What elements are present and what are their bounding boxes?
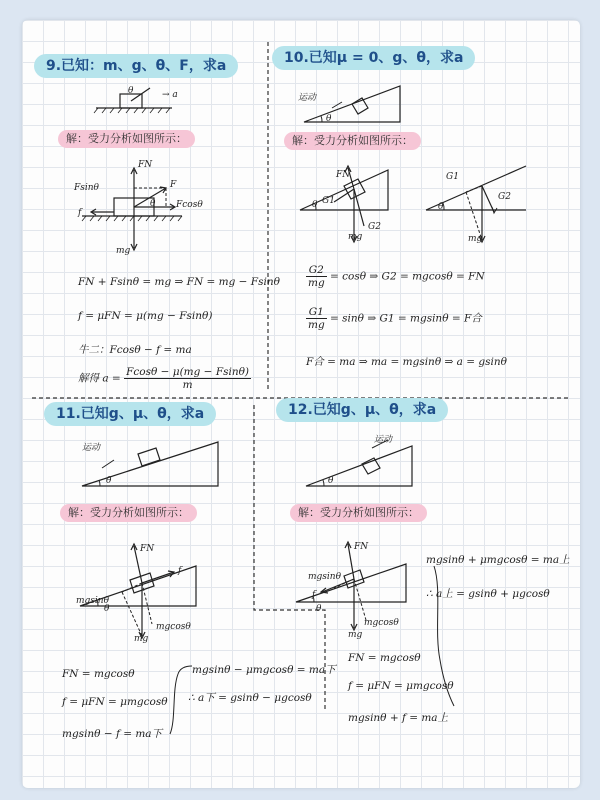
p9-eq-4	[78, 366, 251, 391]
p10-fbd1-angle-label: θ	[312, 200, 318, 210]
problem-11-motion-label: 运动	[82, 443, 101, 453]
p10-eq-1-numerator: G2	[306, 264, 327, 277]
p10-fbd2-angle-label: θ	[438, 202, 444, 212]
p12-mgsin-label: mgsinθ	[308, 572, 342, 582]
p10-eq-2-denominator: mg	[308, 319, 325, 331]
p10-eq-1-rest: = cosθ ⇒ G2 = mgcosθ = FN	[330, 270, 485, 283]
p10-fbd1-mg-label: mg	[348, 232, 363, 242]
p10-eq-1-denominator: mg	[308, 277, 325, 289]
p10-fbd2-g2-label: G2	[498, 192, 511, 202]
p11-eq-2: f = μFN = μmgcosθ	[62, 696, 168, 708]
problem-10-figure	[302, 78, 412, 128]
p12-angle-label: θ	[316, 604, 322, 614]
p12-eq-2: f = μFN = μmgcosθ	[348, 680, 454, 692]
p9-fcos-label: Fcosθ	[176, 200, 203, 210]
problem-9-solution-label: 解：受力分析如图所示：	[58, 130, 195, 148]
p11-angle-label: θ	[104, 604, 110, 614]
p12-fn-label: FN	[354, 542, 369, 552]
p9-angle-label: θ	[150, 199, 156, 209]
problem-9-fig-accel: → a	[162, 90, 178, 100]
p12-eq-3: mgsinθ + f = ma上	[348, 712, 449, 724]
p9-eq-4-denominator: m	[182, 379, 193, 391]
p10-eq-2-fraction	[306, 306, 327, 331]
p9-f-label: F	[170, 180, 177, 190]
p10-eq-2	[306, 306, 482, 331]
p9-eq-4-prefix: 解得 a =	[78, 372, 121, 385]
p10-eq-3: F合 = ma ⇒ ma = mgsinθ ⇒ a = gsinθ	[306, 356, 507, 368]
p12-side-2: ∴ a上 = gsinθ + μgcosθ	[426, 588, 550, 600]
p10-eq-2-numerator: G1	[306, 306, 327, 319]
problem-11-title: 11.已知g、μ、θ，求a	[44, 402, 216, 426]
problem-11-solution-label: 解：受力分析如图所示：	[60, 504, 197, 522]
p9-eq-3: 牛二：Fcosθ − f = ma	[78, 344, 192, 356]
problem-12-solution-label: 解：受力分析如图所示：	[290, 504, 427, 522]
p10-fbd2-g1-label: G1	[446, 172, 459, 182]
problem-12-fig-angle: θ	[328, 476, 334, 486]
p10-eq-2-rest: = sinθ ⇒ G1 = mgsinθ = F合	[330, 312, 482, 325]
problem-9-title: 9.已知：m、g、θ、F，求a	[34, 54, 238, 78]
p9-eq-2: f = μFN = μ(mg − Fsinθ)	[78, 310, 213, 322]
p10-eq-1-fraction	[306, 264, 327, 289]
p11-eq-3: mgsinθ − f = ma下	[62, 728, 163, 740]
problem-10-motion-label: 运动	[298, 93, 317, 103]
p10-fbd1-fn-label: FN	[336, 170, 351, 180]
p12-mgcos-label: mgcosθ	[364, 618, 399, 628]
p11-mgsin-label: mgsinθ	[76, 596, 110, 606]
p9-mg-label: mg	[116, 246, 131, 256]
p12-f-label: f	[312, 590, 316, 600]
p9-fn-label: FN	[138, 160, 153, 170]
p12-eq-1: FN = mgcosθ	[348, 652, 421, 664]
p12-mg-label: mg	[348, 630, 363, 640]
p10-fbd1-g1-label: G1	[322, 196, 335, 206]
p12-side-1: mgsinθ + μmgcosθ = ma上	[426, 554, 570, 566]
problem-10-title: 10.已知μ = 0、g、θ，求a	[272, 46, 475, 70]
problem-10-fig-angle: θ	[326, 114, 332, 124]
p9-eq-4-fraction	[124, 366, 251, 391]
problem-9-force-diagram	[62, 160, 192, 260]
problem-11-fig-angle: θ	[106, 476, 112, 486]
p11-f-label: f	[178, 566, 182, 576]
p10-fbd2-mg-label: mg	[468, 234, 483, 244]
notebook-page	[22, 20, 580, 788]
problem-12-figure	[302, 432, 422, 492]
p11-eq-1: FN = mgcosθ	[62, 668, 135, 680]
problem-10-solution-label: 解：受力分析如图所示：	[284, 132, 421, 150]
problem-9-fig-angle: θ	[128, 86, 134, 96]
problem-9-figure	[92, 82, 212, 117]
p10-fbd1-g2-label: G2	[368, 222, 381, 232]
problem-12-motion-label: 运动	[374, 435, 393, 445]
problem-11-figure	[78, 432, 228, 492]
p11-side-2: ∴ a下 = gsinθ − μgcosθ	[188, 692, 312, 704]
p11-mg-label: mg	[134, 634, 149, 644]
p9-friction-label: f	[78, 208, 82, 218]
problem-12-title: 12.已知g、μ、θ，求a	[276, 398, 448, 422]
p11-fn-label: FN	[140, 544, 155, 554]
p10-eq-1	[306, 264, 485, 289]
p9-eq-1: FN + Fsinθ = mg ⇒ FN = mg − Fsinθ	[78, 276, 280, 288]
p9-fsin-label: Fsinθ	[74, 183, 99, 193]
p11-mgcos-label: mgcosθ	[156, 622, 191, 632]
p9-eq-4-numerator: Fcosθ − μ(mg − Fsinθ)	[126, 366, 250, 378]
p11-side-1: mgsinθ − μmgcosθ = ma下	[192, 664, 336, 676]
